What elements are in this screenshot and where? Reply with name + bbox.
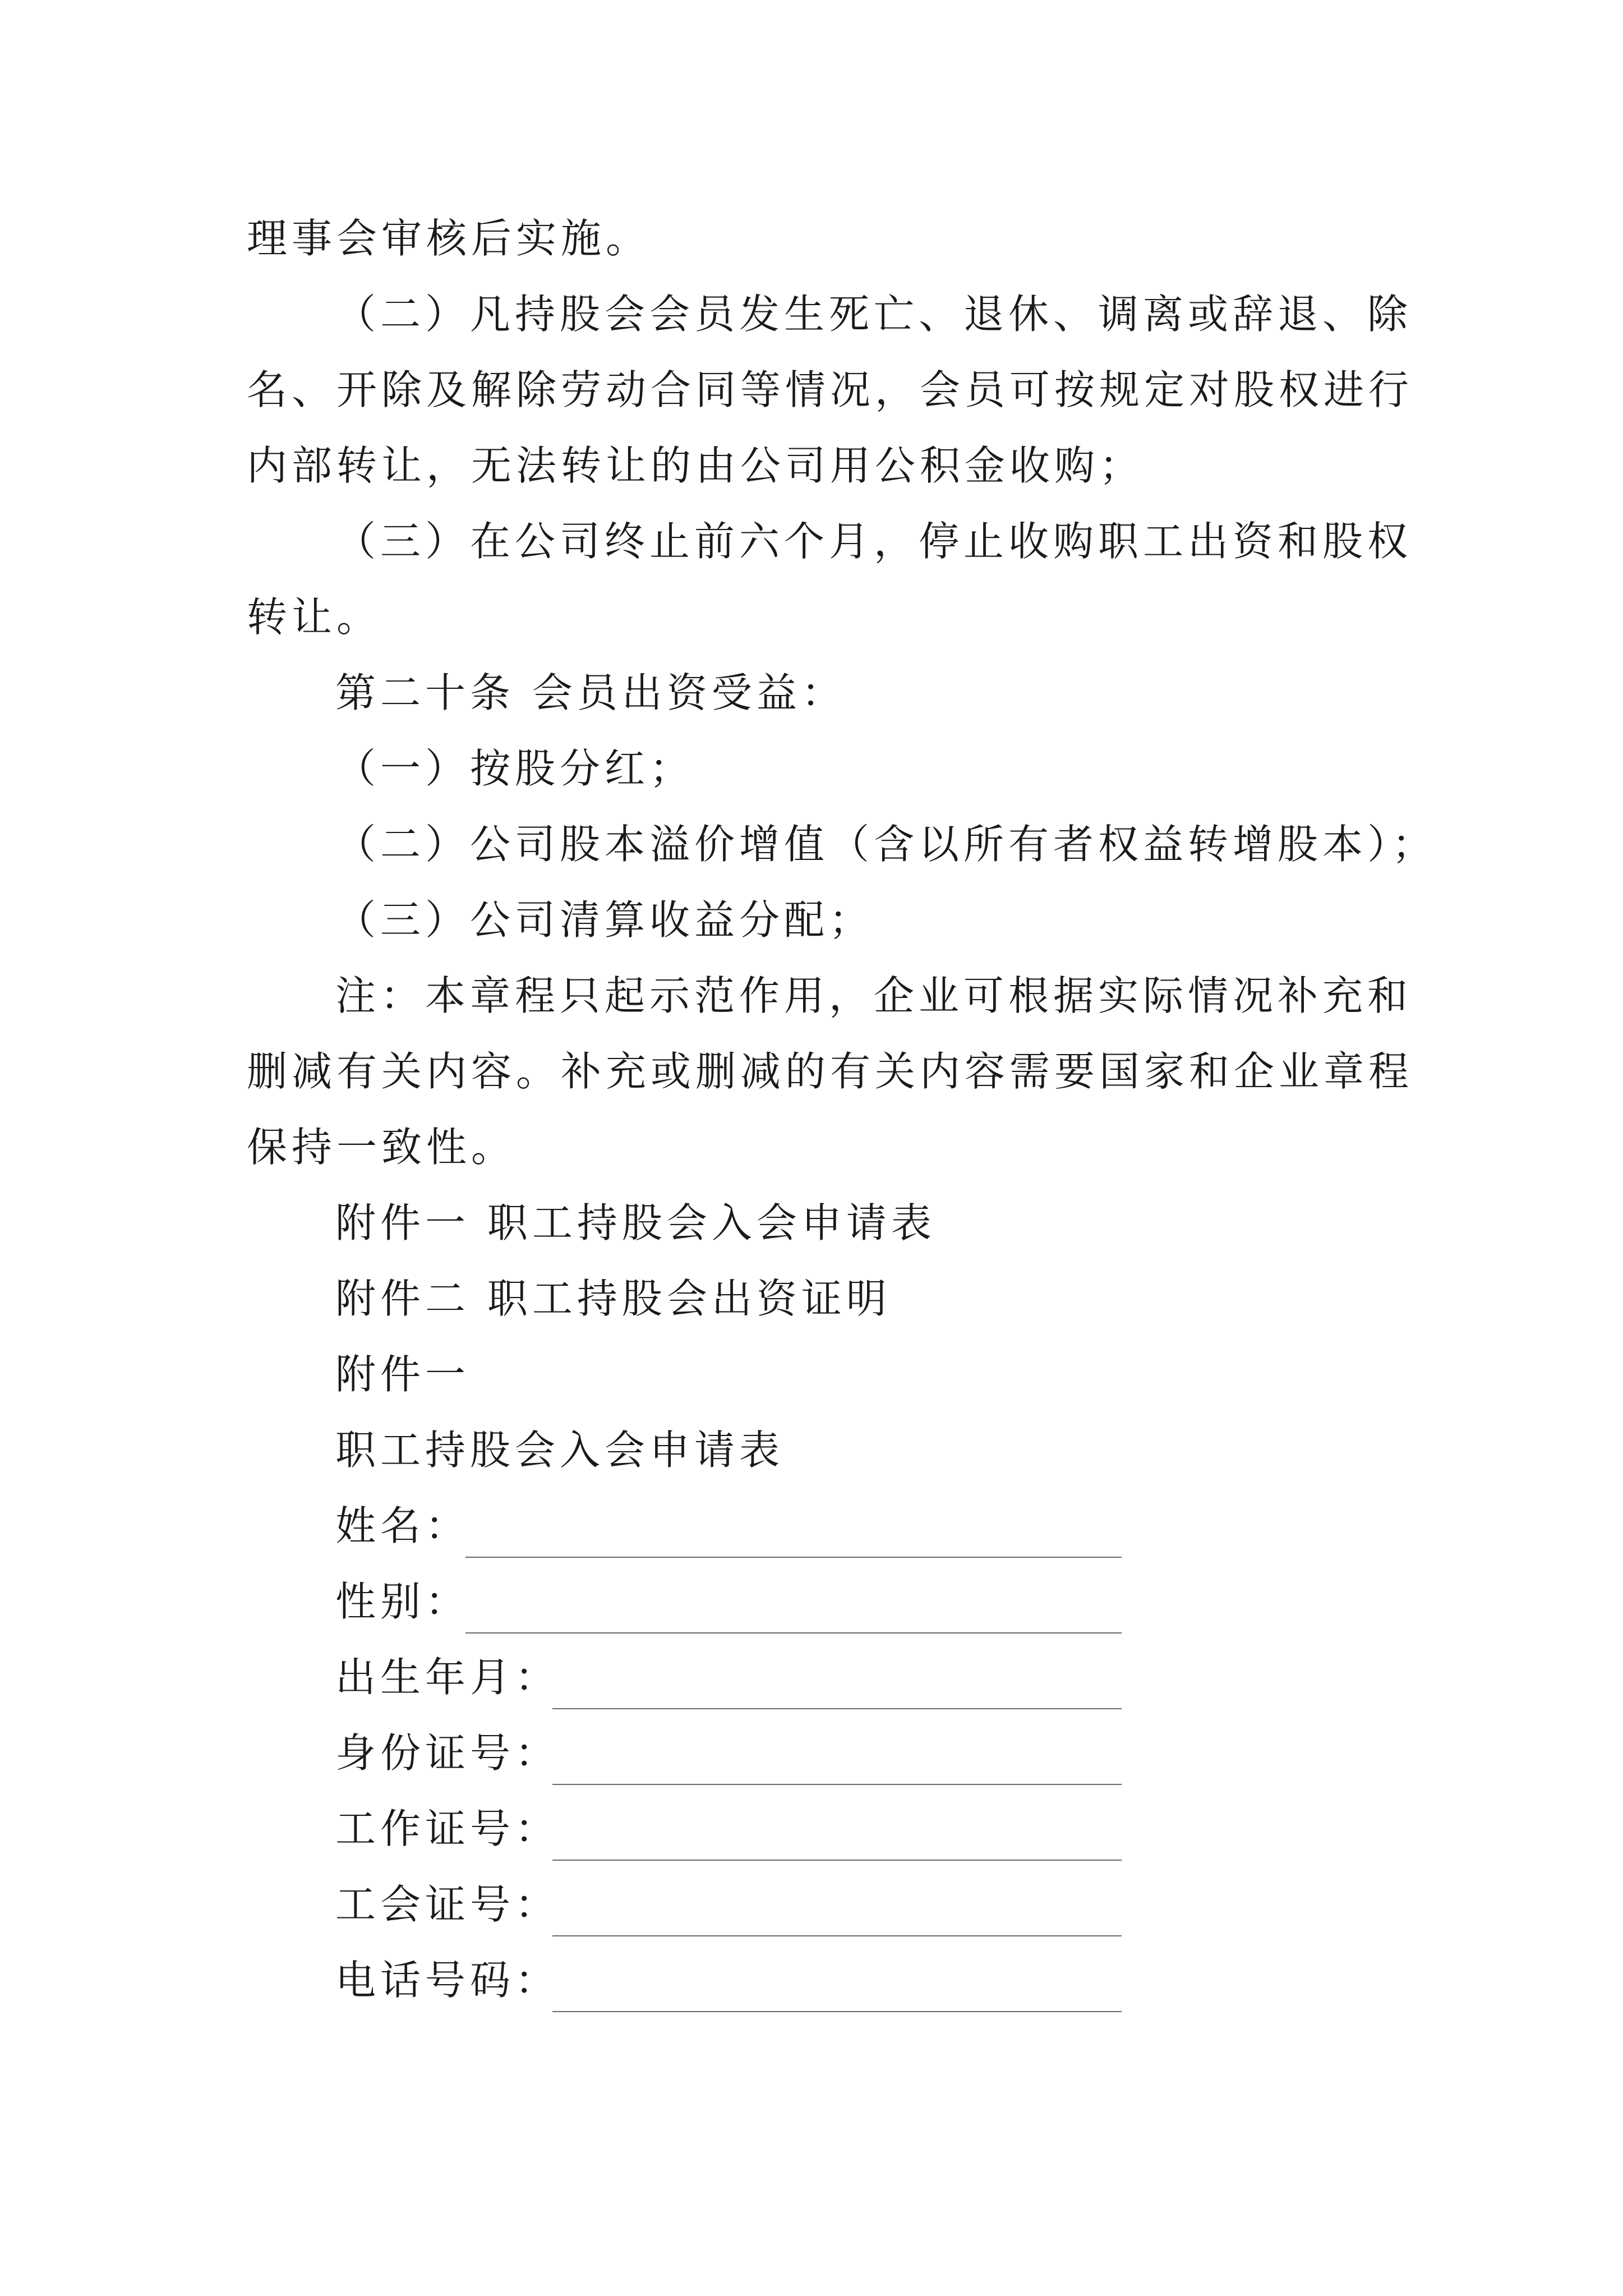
union-id-blank-line	[552, 1935, 1122, 1936]
attachment-list-item: 附件一 职工持股会入会申请表	[335, 1199, 936, 1246]
paragraph-line: 理事会审核后实施。	[247, 215, 651, 262]
attachment-heading: 附件一	[335, 1351, 471, 1398]
note-line: 注：本章程只起示范作用，企业可根据实际情况补充和	[335, 972, 1413, 1019]
field-label-id-number: 身份证号：	[335, 1729, 560, 1777]
list-item: （一）按股分红；	[335, 745, 695, 792]
id-number-blank-line	[552, 1784, 1122, 1785]
paragraph-line: （二）凡持股会会员发生死亡、退休、调离或辞退、除	[335, 291, 1413, 338]
list-item: （二）公司股本溢价增值（含以所有者权益转增股本）；	[335, 821, 1437, 868]
field-label-name: 姓名：	[335, 1502, 471, 1549]
phone-blank-line	[552, 2011, 1122, 2012]
attachment-list-item: 附件二 职工持股会出资证明	[335, 1275, 891, 1322]
field-label-union-id: 工会证号：	[335, 1881, 560, 1928]
paragraph-line: 内部转让，无法转让的由公司用公积金收购；	[247, 442, 1145, 489]
field-label-work-id: 工作证号：	[335, 1805, 560, 1852]
note-line: 保持一致性。	[247, 1124, 517, 1171]
name-blank-line	[465, 1557, 1122, 1558]
note-line: 删减有关内容。补充或删减的有关内容需要国家和企业章程	[247, 1048, 1414, 1095]
gender-blank-line	[465, 1632, 1122, 1634]
list-item: （三）公司清算收益分配；	[335, 896, 874, 944]
field-label-birth: 出生年月：	[335, 1654, 560, 1701]
paragraph-line: 转让。	[247, 593, 382, 641]
form-title: 职工持股会入会申请表	[335, 1427, 785, 1474]
field-label-gender: 性别：	[335, 1578, 471, 1625]
paragraph-line: 名、开除及解除劳动合同等情况，会员可按规定对股权进行	[247, 366, 1414, 413]
paragraph-line: （三）在公司终止前六个月，停止收购职工出资和股权	[335, 518, 1413, 565]
article-heading: 第二十条 会员出资受益：	[335, 669, 846, 716]
work-id-blank-line	[552, 1860, 1122, 1861]
birth-blank-line	[552, 1708, 1122, 1709]
field-label-phone: 电话号码：	[335, 1957, 560, 2004]
